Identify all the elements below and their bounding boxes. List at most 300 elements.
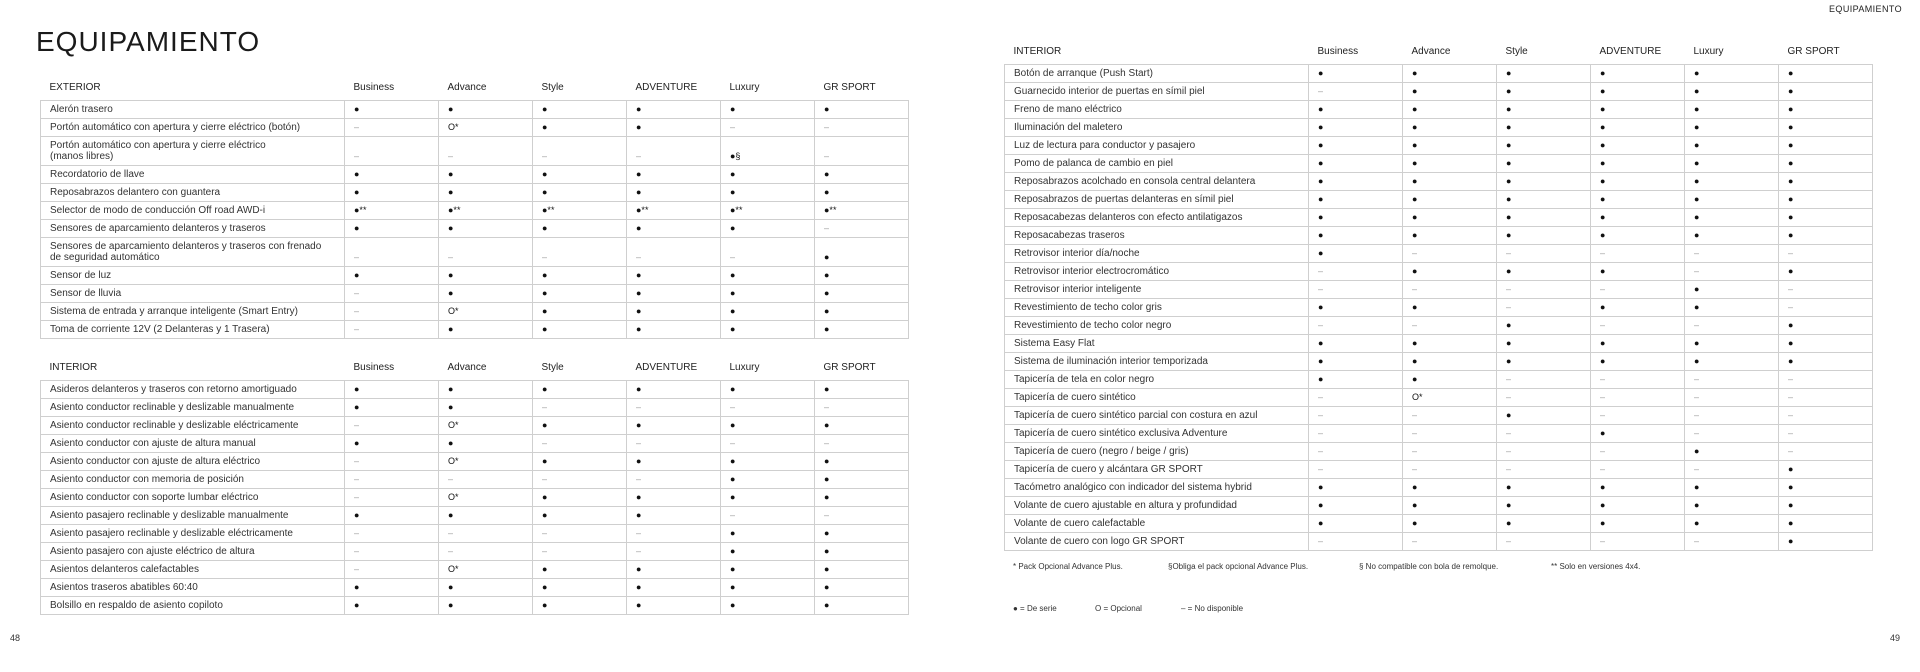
availability-cell: ●: [1497, 82, 1591, 100]
availability-cell: ●: [1685, 208, 1779, 226]
availability-cell: ●: [1403, 136, 1497, 154]
availability-cell: –: [1403, 406, 1497, 424]
feature-label: Reposabrazos acolchado en consola central delantera: [1005, 172, 1309, 190]
availability-cell: –: [1779, 406, 1873, 424]
availability-cell: –: [1685, 370, 1779, 388]
legend-standard: ● = De serie: [1013, 604, 1057, 613]
availability-cell: –: [721, 398, 815, 416]
availability-cell: –: [1779, 388, 1873, 406]
availability-cell: ●: [1497, 118, 1591, 136]
availability-cell: –: [1403, 316, 1497, 334]
availability-cell: ●**: [533, 201, 627, 219]
availability-cell: ●: [721, 452, 815, 470]
availability-cell: ●: [1591, 424, 1685, 442]
availability-cell: ●: [1309, 352, 1403, 370]
availability-cell: ●: [1403, 64, 1497, 82]
availability-cell: –: [1685, 532, 1779, 550]
footnote: ** Solo en versiones 4x4.: [1551, 562, 1641, 571]
grade-column-header: ADVENTURE: [635, 362, 698, 374]
table-row: [1005, 82, 1873, 100]
availability-cell: ●: [1685, 442, 1779, 460]
availability-cell: –: [721, 434, 815, 452]
page-title: EQUIPAMIENTO: [36, 26, 261, 57]
availability-cell: ●: [1685, 514, 1779, 532]
table-row: [1005, 370, 1873, 388]
availability-cell: ●: [1309, 370, 1403, 388]
table-row: [41, 302, 909, 320]
availability-cell: ●: [627, 380, 721, 398]
availability-cell: –: [627, 398, 721, 416]
availability-cell: –: [1309, 406, 1403, 424]
availability-cell: ●: [721, 100, 815, 118]
availability-cell: ●: [1403, 190, 1497, 208]
availability-cell: ●: [815, 284, 909, 302]
availability-cell: ●: [1591, 64, 1685, 82]
availability-cell: ●: [1497, 496, 1591, 514]
availability-cell: ●: [1497, 334, 1591, 352]
availability-cell: –: [533, 542, 627, 560]
grade-column-header: ADVENTURE: [1599, 46, 1662, 58]
availability-cell: –: [721, 506, 815, 524]
availability-cell: ●: [1309, 208, 1403, 226]
availability-cell: –: [721, 237, 815, 266]
availability-cell: –: [345, 284, 439, 302]
availability-cell: ●: [345, 596, 439, 614]
grade-column-header: ADVENTURE: [635, 82, 698, 94]
availability-cell: ●: [1309, 514, 1403, 532]
feature-label: Asiento conductor con soporte lumbar eléctrico: [41, 488, 345, 506]
availability-cell: –: [1591, 460, 1685, 478]
availability-cell: ●: [345, 266, 439, 284]
availability-cell: ●: [1685, 118, 1779, 136]
exterior-equipment-table: [40, 76, 909, 339]
table-row: [41, 136, 909, 165]
grade-column-header: Luxury: [729, 362, 760, 374]
availability-cell: –: [627, 524, 721, 542]
table-row: [41, 542, 909, 560]
availability-cell: –: [1309, 442, 1403, 460]
availability-cell: ●: [533, 302, 627, 320]
table-row: [1005, 208, 1873, 226]
table-row: [1005, 262, 1873, 280]
grade-column-header: Business: [353, 82, 395, 94]
availability-cell: –: [1779, 244, 1873, 262]
feature-label: Asiento conductor con ajuste de altura manual: [41, 434, 345, 452]
table-row: [41, 284, 909, 302]
availability-cell: ●: [1779, 316, 1873, 334]
legend-optional: O = Opcional: [1095, 604, 1142, 613]
table-header-row: [1005, 40, 1873, 64]
availability-cell: ●: [533, 380, 627, 398]
feature-label: Botón de arranque (Push Start): [1005, 64, 1309, 82]
availability-cell: ●: [1403, 172, 1497, 190]
availability-cell: –: [533, 136, 627, 165]
availability-cell: ●: [1497, 478, 1591, 496]
feature-label: Sistema de entrada y arranque inteligente (Smart Entry): [41, 302, 345, 320]
availability-cell: –: [627, 434, 721, 452]
availability-cell: –: [1591, 406, 1685, 424]
table-row: [1005, 298, 1873, 316]
feature-label: Sensores de aparcamiento delanteros y traseros con frenado de seguridad automático: [41, 237, 345, 266]
availability-cell: ●: [1779, 154, 1873, 172]
availability-cell: O*: [439, 302, 533, 320]
grade-column-header: Advance: [447, 82, 487, 94]
availability-cell: ●: [627, 506, 721, 524]
availability-cell: ●: [1497, 190, 1591, 208]
table-row: [41, 320, 909, 338]
availability-cell: ●: [1591, 352, 1685, 370]
availability-cell: ●: [1779, 172, 1873, 190]
availability-cell: –: [439, 136, 533, 165]
availability-cell: ●: [627, 560, 721, 578]
feature-label: Alerón trasero: [41, 100, 345, 118]
availability-cell: ●: [1591, 226, 1685, 244]
table-row: [41, 100, 909, 118]
availability-cell: ●: [1591, 172, 1685, 190]
availability-cell: ●: [1685, 64, 1779, 82]
availability-cell: –: [1685, 388, 1779, 406]
availability-cell: ●: [439, 183, 533, 201]
availability-cell: ●: [439, 380, 533, 398]
availability-cell: ●: [815, 165, 909, 183]
availability-cell: ●: [1403, 496, 1497, 514]
availability-cell: O*: [439, 560, 533, 578]
availability-cell: ●: [533, 118, 627, 136]
availability-cell: ●: [1309, 190, 1403, 208]
table-row: [41, 452, 909, 470]
feature-label: Reposabrazos delantero con guantera: [41, 183, 345, 201]
availability-cell: –: [1497, 298, 1591, 316]
availability-cell: ●: [1403, 514, 1497, 532]
availability-cell: ●: [1403, 334, 1497, 352]
grade-column-header: Business: [1317, 46, 1359, 58]
availability-cell: ●: [1497, 352, 1591, 370]
availability-cell: ●: [627, 302, 721, 320]
availability-cell: ●: [1779, 82, 1873, 100]
feature-label: Asideros delanteros y traseros con retorno amortiguado: [41, 380, 345, 398]
availability-cell: ●: [1685, 280, 1779, 298]
availability-cell: ●: [1309, 118, 1403, 136]
feature-label: Selector de modo de conducción Off road AWD-i: [41, 201, 345, 219]
table-row: [1005, 442, 1873, 460]
availability-cell: ●: [721, 488, 815, 506]
feature-label: Reposabrazos de puertas delanteras en símil piel: [1005, 190, 1309, 208]
availability-cell: –: [627, 237, 721, 266]
availability-cell: –: [627, 470, 721, 488]
availability-cell: –: [1497, 532, 1591, 550]
availability-cell: ●: [627, 488, 721, 506]
availability-cell: ●: [1497, 514, 1591, 532]
availability-cell: ●: [815, 560, 909, 578]
feature-label: Tapicería de tela en color negro: [1005, 370, 1309, 388]
availability-cell: –: [345, 320, 439, 338]
page-number-right: 49: [1889, 633, 1900, 643]
availability-cell: –: [439, 542, 533, 560]
availability-cell: –: [815, 434, 909, 452]
table-row: [1005, 334, 1873, 352]
availability-cell: ●: [627, 320, 721, 338]
availability-cell: ●: [1591, 190, 1685, 208]
availability-cell: ●: [1309, 496, 1403, 514]
availability-cell: –: [1403, 424, 1497, 442]
availability-cell: –: [1309, 262, 1403, 280]
feature-label: Tapicería de cuero sintético exclusiva Adventure: [1005, 424, 1309, 442]
table-row: [41, 165, 909, 183]
availability-cell: ●: [1403, 118, 1497, 136]
grade-column-header: Business: [353, 362, 395, 374]
availability-cell: ●: [1497, 316, 1591, 334]
availability-cell: ●: [533, 219, 627, 237]
availability-cell: ●: [439, 219, 533, 237]
availability-cell: O*: [439, 416, 533, 434]
availability-cell: –: [1497, 280, 1591, 298]
page-number-left: 48: [10, 633, 21, 643]
availability-cell: –: [439, 237, 533, 266]
availability-cell: ●: [1403, 478, 1497, 496]
availability-cell: –: [345, 118, 439, 136]
availability-cell: ●: [815, 542, 909, 560]
availability-cell: –: [1309, 388, 1403, 406]
availability-cell: ●: [439, 100, 533, 118]
grade-column-header: GR SPORT: [823, 362, 876, 374]
feature-label: Recordatorio de llave: [41, 165, 345, 183]
availability-cell: –: [345, 452, 439, 470]
availability-cell: ●: [721, 578, 815, 596]
availability-cell: ●: [815, 266, 909, 284]
availability-cell: ●: [533, 266, 627, 284]
feature-label: Luz de lectura para conductor y pasajero: [1005, 136, 1309, 154]
feature-label: Bolsillo en respaldo de asiento copiloto: [41, 596, 345, 614]
availability-cell: ●: [1403, 370, 1497, 388]
feature-label: Asiento conductor reclinable y deslizable manualmente: [41, 398, 345, 416]
availability-cell: ●: [345, 219, 439, 237]
availability-cell: ●: [533, 560, 627, 578]
feature-label: Volante de cuero con logo GR SPORT: [1005, 532, 1309, 550]
feature-label: Reposacabezas traseros: [1005, 226, 1309, 244]
availability-cell: ●: [533, 165, 627, 183]
availability-cell: ●: [1779, 460, 1873, 478]
feature-label: Tapicería de cuero y alcántara GR SPORT: [1005, 460, 1309, 478]
availability-cell: ●: [721, 183, 815, 201]
availability-cell: –: [345, 237, 439, 266]
availability-cell: –: [533, 524, 627, 542]
table-row: [41, 219, 909, 237]
table-row: [1005, 316, 1873, 334]
table-row: [41, 118, 909, 136]
grade-column-header: Style: [541, 82, 564, 94]
feature-label: Tapicería de cuero sintético parcial con costura en azul: [1005, 406, 1309, 424]
availability-cell: ●: [1591, 208, 1685, 226]
table-row: [1005, 352, 1873, 370]
availability-cell: ●: [1309, 172, 1403, 190]
availability-cell: ●: [1779, 226, 1873, 244]
table-row: [41, 506, 909, 524]
availability-cell: ●: [1497, 262, 1591, 280]
availability-cell: ●: [721, 320, 815, 338]
availability-cell: ●: [815, 578, 909, 596]
availability-cell: ●: [1591, 298, 1685, 316]
availability-cell: ●: [439, 578, 533, 596]
table-row: [1005, 388, 1873, 406]
feature-label: Volante de cuero ajustable en altura y profundidad: [1005, 496, 1309, 514]
availability-cell: ●: [815, 302, 909, 320]
feature-label: Volante de cuero calefactable: [1005, 514, 1309, 532]
availability-cell: ●: [439, 284, 533, 302]
availability-cell: –: [1309, 424, 1403, 442]
availability-cell: ●: [815, 100, 909, 118]
availability-cell: –: [1403, 244, 1497, 262]
availability-cell: ●: [1309, 64, 1403, 82]
availability-cell: –: [1779, 424, 1873, 442]
availability-cell: ●: [815, 380, 909, 398]
availability-cell: ●: [1497, 226, 1591, 244]
availability-cell: ●: [1403, 226, 1497, 244]
grade-column-header: Advance: [447, 362, 487, 374]
interior-equipment-table-right: [1004, 40, 1873, 551]
availability-cell: –: [1685, 244, 1779, 262]
availability-cell: ●: [1779, 514, 1873, 532]
availability-cell: ●: [627, 219, 721, 237]
availability-cell: ●: [533, 488, 627, 506]
availability-cell: O*: [439, 452, 533, 470]
availability-cell: ●**: [627, 201, 721, 219]
availability-cell: ●: [721, 219, 815, 237]
feature-label: Pomo de palanca de cambio en piel: [1005, 154, 1309, 172]
grade-column-header: Luxury: [729, 82, 760, 94]
availability-cell: –: [1497, 424, 1591, 442]
availability-cell: –: [1403, 280, 1497, 298]
feature-label: Sensor de luz: [41, 266, 345, 284]
table-row: [41, 434, 909, 452]
running-header: EQUIPAMIENTO: [1829, 4, 1902, 14]
availability-cell: –: [345, 416, 439, 434]
feature-label: Asientos traseros abatibles 60:40: [41, 578, 345, 596]
availability-cell: –: [533, 470, 627, 488]
table-row: [1005, 280, 1873, 298]
feature-label: Freno de mano eléctrico: [1005, 100, 1309, 118]
availability-cell: ●: [627, 416, 721, 434]
availability-cell: ●: [815, 470, 909, 488]
availability-cell: ●: [1309, 100, 1403, 118]
section-heading: INTERIOR: [49, 362, 98, 374]
availability-cell: ●: [533, 320, 627, 338]
availability-cell: ●: [1685, 100, 1779, 118]
availability-cell: ●: [815, 524, 909, 542]
section-heading: INTERIOR: [1013, 46, 1062, 58]
availability-cell: ●: [1497, 154, 1591, 172]
availability-cell: ●: [1403, 352, 1497, 370]
availability-cell: ●: [1591, 262, 1685, 280]
feature-label: Tapicería de cuero (negro / beige / gris): [1005, 442, 1309, 460]
availability-cell: ●: [1591, 496, 1685, 514]
availability-cell: ●: [1685, 226, 1779, 244]
feature-label: Sensores de aparcamiento delanteros y traseros: [41, 219, 345, 237]
availability-cell: ●: [1309, 334, 1403, 352]
availability-cell: ●: [1309, 226, 1403, 244]
availability-cell: –: [1591, 316, 1685, 334]
availability-cell: ●: [1779, 190, 1873, 208]
availability-cell: –: [1779, 298, 1873, 316]
feature-label: Tacómetro analógico con indicador del sistema hybrid: [1005, 478, 1309, 496]
table-row: [1005, 154, 1873, 172]
availability-cell: ●: [533, 183, 627, 201]
table-row: [41, 380, 909, 398]
availability-cell: –: [1779, 280, 1873, 298]
availability-cell: ●: [1591, 118, 1685, 136]
availability-cell: –: [1497, 388, 1591, 406]
availability-cell: ●: [345, 100, 439, 118]
availability-cell: ●: [439, 165, 533, 183]
table-row: [1005, 424, 1873, 442]
availability-cell: –: [1685, 424, 1779, 442]
availability-cell: ●: [533, 506, 627, 524]
feature-label: Asiento conductor reclinable y deslizable eléctricamente: [41, 416, 345, 434]
feature-label: Sistema Easy Flat: [1005, 334, 1309, 352]
availability-cell: –: [1403, 442, 1497, 460]
availability-cell: ●: [1497, 208, 1591, 226]
table-row: [41, 596, 909, 614]
feature-label: Portón automático con apertura y cierre eléctrico (manos libres): [41, 136, 345, 165]
availability-cell: ●: [1497, 100, 1591, 118]
table-row: [1005, 460, 1873, 478]
feature-label: Portón automático con apertura y cierre eléctrico (botón): [41, 118, 345, 136]
availability-cell: ●: [1685, 298, 1779, 316]
availability-cell: ●: [721, 380, 815, 398]
availability-cell: ●: [1779, 496, 1873, 514]
availability-cell: ●: [1309, 154, 1403, 172]
availability-cell: ●: [721, 596, 815, 614]
availability-cell: –: [345, 470, 439, 488]
availability-cell: ●: [721, 266, 815, 284]
table-row: [1005, 136, 1873, 154]
table-row: [1005, 64, 1873, 82]
availability-cell: ●: [1685, 82, 1779, 100]
availability-cell: ●: [1779, 64, 1873, 82]
availability-cell: –: [1685, 406, 1779, 424]
availability-cell: ●: [627, 266, 721, 284]
table-row: [1005, 172, 1873, 190]
availability-cell: ●: [721, 165, 815, 183]
availability-cell: –: [345, 524, 439, 542]
availability-cell: ●: [1309, 244, 1403, 262]
availability-cell: ●: [1779, 478, 1873, 496]
availability-cell: ●: [1685, 352, 1779, 370]
grade-column-header: Style: [1505, 46, 1528, 58]
availability-cell: ●: [1591, 514, 1685, 532]
availability-cell: O*: [1403, 388, 1497, 406]
feature-label: Asiento pasajero con ajuste eléctrico de altura: [41, 542, 345, 560]
table-row: [1005, 514, 1873, 532]
availability-cell: ●: [1403, 82, 1497, 100]
availability-cell: –: [345, 560, 439, 578]
availability-cell: ●: [345, 380, 439, 398]
availability-cell: ●: [1591, 136, 1685, 154]
feature-label: Retrovisor interior electrocromático: [1005, 262, 1309, 280]
availability-cell: –: [439, 524, 533, 542]
availability-cell: ●: [1779, 352, 1873, 370]
feature-label: Asiento pasajero reclinable y deslizable manualmente: [41, 506, 345, 524]
footnote: §Obliga el pack opcional Advance Plus.: [1168, 562, 1309, 571]
feature-label: Revestimiento de techo color negro: [1005, 316, 1309, 334]
feature-label: Sensor de lluvia: [41, 284, 345, 302]
availability-cell: ●**: [345, 201, 439, 219]
availability-cell: ●: [815, 596, 909, 614]
availability-cell: ●: [627, 118, 721, 136]
availability-cell: ●: [1779, 136, 1873, 154]
feature-label: Reposacabezas delanteros con efecto antilatigazos: [1005, 208, 1309, 226]
availability-cell: ●: [1779, 118, 1873, 136]
table-row: [1005, 532, 1873, 550]
